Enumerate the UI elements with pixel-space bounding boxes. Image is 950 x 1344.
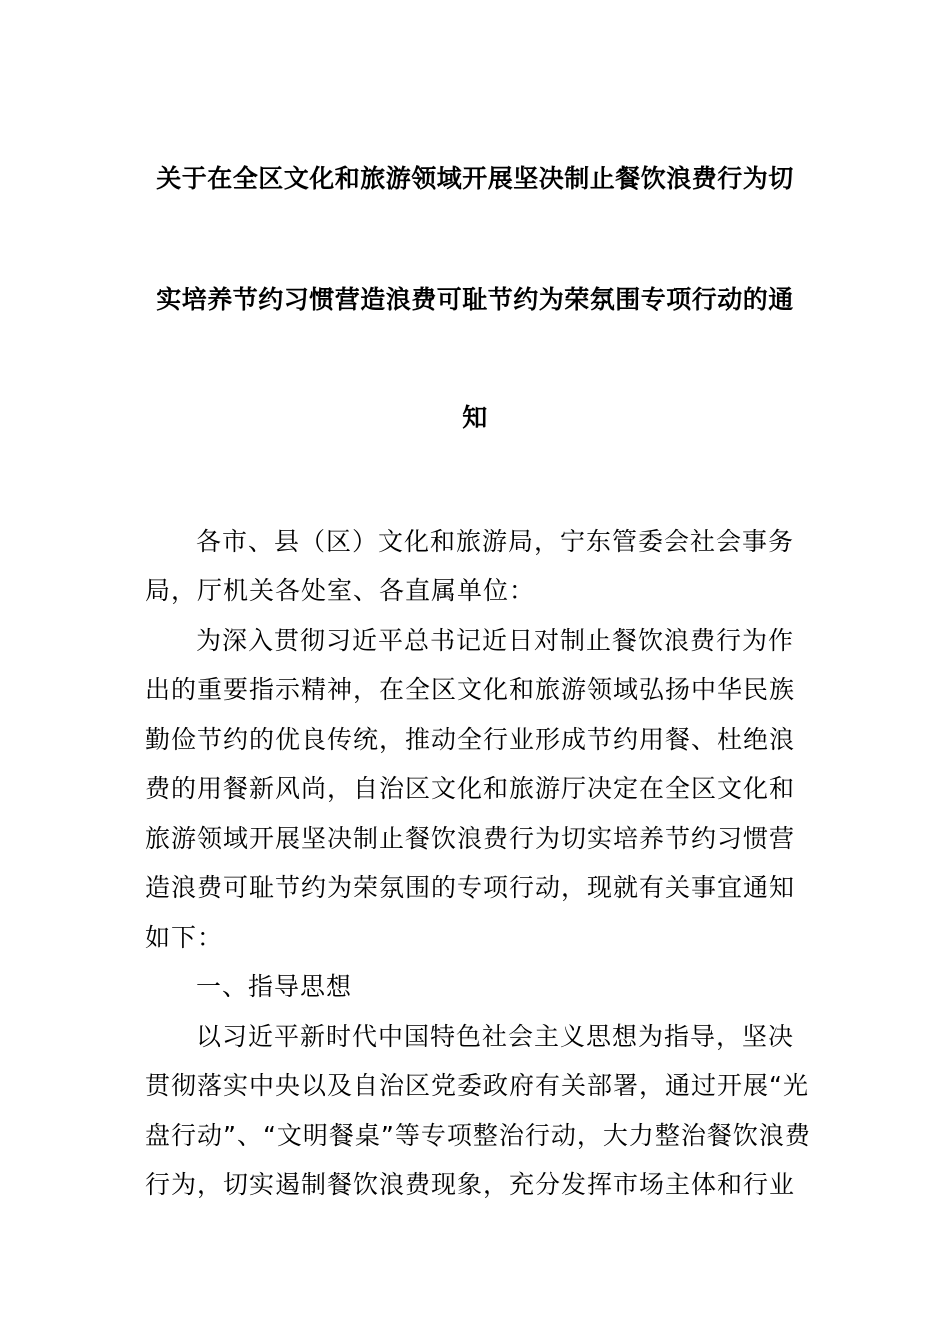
section-heading: 一、指导思想 (196, 972, 353, 1001)
salutation-line-1: 各市、县（区）文化和旅游局，宁东管委会社会事务 (196, 527, 795, 556)
paragraph-line: 行为，切实遏制餐饮浪费现象，充分发挥市场主体和行业 (145, 1170, 796, 1199)
paragraph-line: 盘行动”、“文明餐桌”等专项整治行动，大力整治餐饮浪费 (145, 1121, 811, 1150)
paragraph-line: 旅游领域开展坚决制止餐饮浪费行为切实培养节约习惯营 (145, 824, 796, 853)
salutation-line-2: 局，厅机关各处室、各直属单位： (145, 576, 536, 605)
paragraph-line: 出的重要指示精神，在全区文化和旅游领域弘扬中华民族 (145, 675, 796, 704)
paragraph-line: 为深入贯彻习近平总书记近日对制止餐饮浪费行为作 (196, 626, 795, 655)
paragraph-line: 如下： (145, 923, 224, 952)
paragraph-line: 造浪费可耻节约为荣氛围的专项行动，现就有关事宜通知 (145, 873, 796, 902)
document-title-line-3: 知 (462, 403, 488, 432)
paragraph-line: 费的用餐新风尚，自治区文化和旅游厅决定在全区文化和 (145, 774, 796, 803)
document-title-line-1: 关于在全区文化和旅游领域开展坚决制止餐饮浪费行为切 (156, 164, 794, 193)
paragraph-line: 勤俭节约的优良传统，推动全行业形成节约用餐、杜绝浪 (145, 725, 796, 754)
paragraph-line: 以习近平新时代中国特色社会主义思想为指导，坚决 (196, 1022, 795, 1051)
paragraph-line: 贯彻落实中央以及自治区党委政府有关部署，通过开展“光 (145, 1071, 809, 1100)
document-title-line-2: 实培养节约习惯营造浪费可耻节约为荣氛围专项行动的通 (156, 285, 794, 314)
